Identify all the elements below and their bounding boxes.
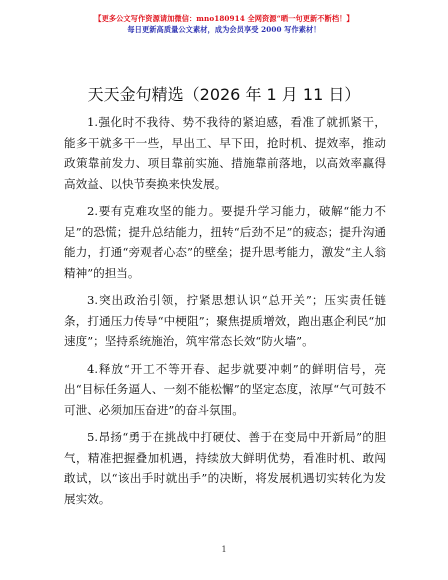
promo-header-line-2: 每日更新高质量公文素材，成为会员享受 2000 写作素材！	[127, 25, 321, 34]
paragraph-2: 2.要有克难攻坚的能力。要提升学习能力，破解“能力不足”的恐慌；提升总结能力，扭转“后劲不足”的疲态；提升沟通能力，打通“旁观者心态”的壁垒；提升思考能力，激发“主人翁精神”的担当。	[64, 204, 386, 280]
document-title: 天天金句精选（2026 年 1 月 11 日）	[87, 85, 361, 104]
paragraph-4: 4.释放“开工不等开春、起步就要冲刺”的鲜明信号，亮出“目标任务逼人、一刻不能松懈”的坚定态度，浓厚“气可鼓不可泄、必须加压奋进”的奋斗氛围。	[64, 361, 386, 417]
promo-header-line-1: 【更多公文写作资源请加微信：mno180914 全网资源“晒一句更新不断档！】	[94, 14, 354, 23]
page-number: 1	[221, 545, 227, 554]
document-body	[64, 112, 386, 516]
paragraph-3: 3.突出政治引领，拧紧思想认识“总开关”；压实责任链条，打通压力传导“中梗阻”；聚焦提质增效，跑出惠企利民“加速度”；坚持系统施治，筑牢常态长效“防火墙”。	[64, 293, 386, 348]
paragraph-1: 1.强化时不我待、势不我待的紧迫感，看准了就抓紧干，能多干就多干一些，早出工、早下田，抢时机、提效率，推动政策靠前发力、项目靠前实施、措施靠前落地，以高效率赢得高效益、以快节奏换来快发展。	[64, 115, 386, 191]
promo-header	[0, 14, 448, 35]
paragraph-5: 5.昂扬“勇于在挑战中打硬仗、善于在变局中开新局”的胆气，精准把握叠加机遇，持续放大鲜明优势，看准时机、敢闯敢试，以“该出手时就出手”的决断，将发展机遇切实转化为发展实效。	[64, 430, 386, 506]
